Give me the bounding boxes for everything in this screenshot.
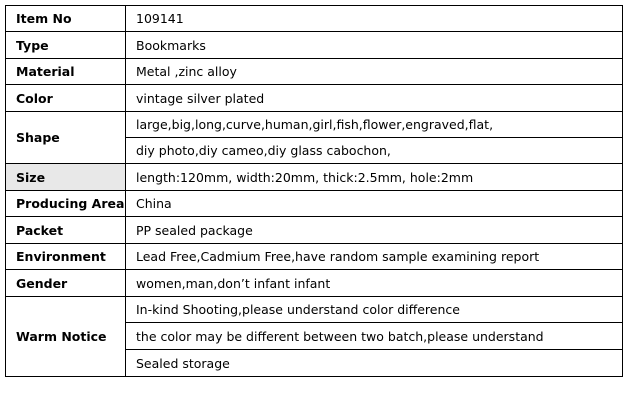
packet-label: Packet [6, 217, 126, 244]
row-packet [6, 217, 623, 244]
type-value: Bookmarks [126, 32, 623, 59]
row-type [6, 32, 623, 59]
row-size [6, 164, 623, 191]
environment-value: Lead Free,Cadmium Free,have random sample examining report [126, 244, 623, 270]
warm-notice-line-3: Sealed storage [126, 350, 623, 377]
gender-label: Gender [6, 270, 126, 297]
shape-value-line-1: large,big,long,curve,human,girl,fish,flower,engraved,flat, [126, 112, 623, 138]
size-label: Size [6, 164, 126, 191]
row-gender [6, 270, 623, 297]
row-producing-area [6, 191, 623, 217]
material-label: Material [6, 59, 126, 85]
row-warm-notice-1 [6, 297, 623, 323]
producing-area-value: China [126, 191, 623, 217]
row-material [6, 59, 623, 85]
row-environment [6, 244, 623, 270]
type-label: Type [6, 32, 126, 59]
item-no-value: 109141 [126, 6, 623, 32]
color-value: vintage silver plated [126, 85, 623, 112]
row-color [6, 85, 623, 112]
packet-value: PP sealed package [126, 217, 623, 244]
warm-notice-line-1: In-kind Shooting,please understand color difference [126, 297, 623, 323]
row-shape-1 [6, 112, 623, 138]
warm-notice-line-2: the color may be different between two batch,please understand [126, 323, 623, 350]
shape-value-line-2: diy photo,diy cameo,diy glass cabochon, [126, 138, 623, 164]
gender-value: women,man,don’t infant infant [126, 270, 623, 297]
item-no-label: Item No [6, 6, 126, 32]
product-spec-table [5, 5, 623, 377]
shape-label: Shape [6, 112, 126, 164]
row-item-no [6, 6, 623, 32]
warm-notice-label: Warm Notice [6, 297, 126, 377]
producing-area-label: Producing Area [6, 191, 126, 217]
color-label: Color [6, 85, 126, 112]
size-value: length:120mm, width:20mm, thick:2.5mm, hole:2mm [126, 164, 623, 191]
material-value: Metal ,zinc alloy [126, 59, 623, 85]
environment-label: Environment [6, 244, 126, 270]
